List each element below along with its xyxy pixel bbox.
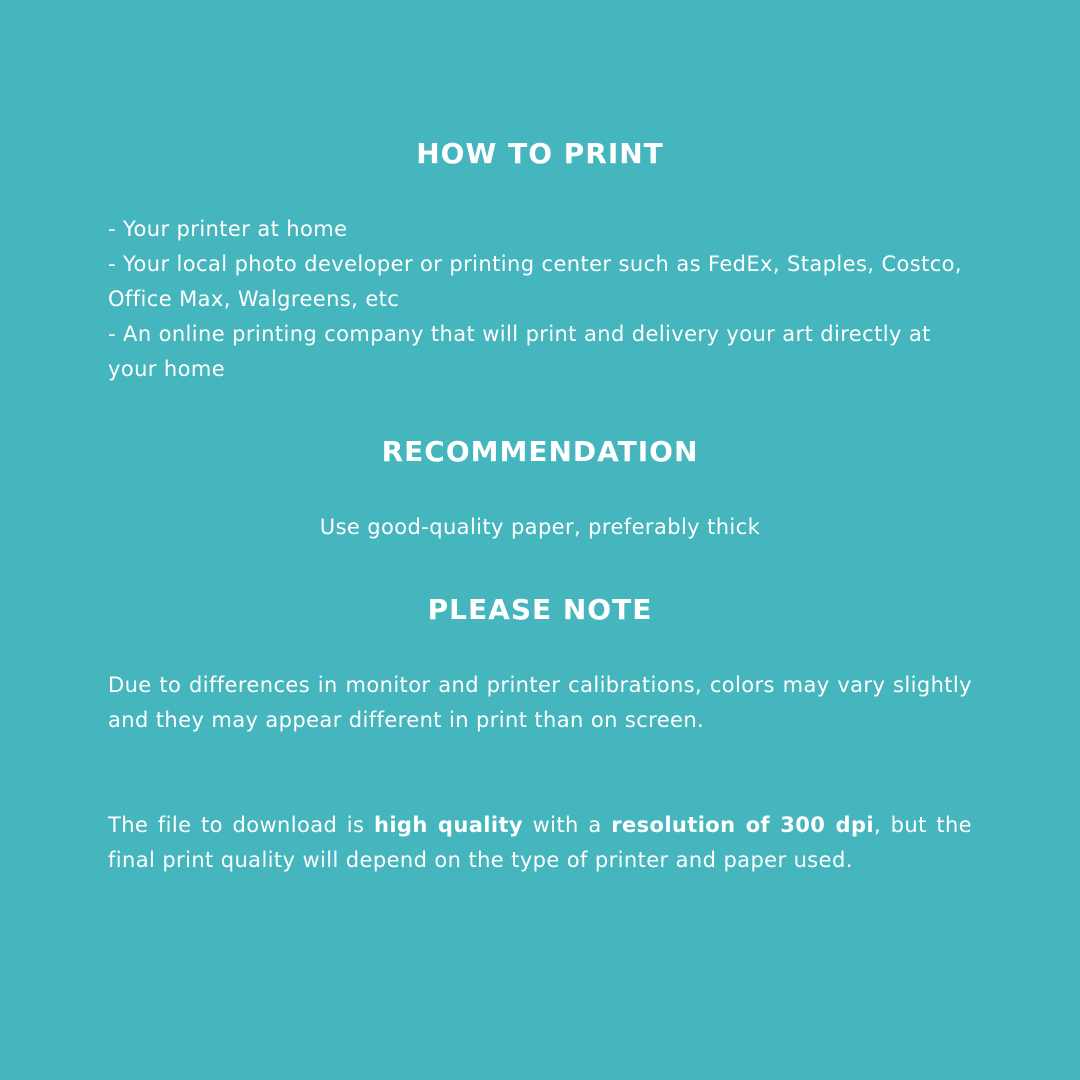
how-to-print-heading: HOW TO PRINT — [416, 137, 664, 170]
recommendation-text: Use good-quality paper, preferably thick — [319, 515, 761, 539]
print-info-card — [108, 0, 972, 1080]
high-quality-emphasis: high quality — [373, 813, 523, 837]
resolution-emphasis: resolution of 300 dpi — [611, 813, 874, 837]
list-item: - Your local photo developer or printing center such as FedEx, Staples, Costco, Office Max, Walgreens, etc — [108, 252, 962, 311]
file-quality-text: with a — [523, 813, 612, 837]
file-quality-text: The file to download is — [108, 813, 374, 837]
calibration-note: Due to differences in monitor and printer calibrations, colors may vary slightly and they may appear different in print than on screen. — [108, 673, 972, 732]
file-quality-text: , but the final print quality will depend on the type of printer and paper used. — [108, 813, 972, 872]
please-note-heading: PLEASE NOTE — [427, 593, 653, 626]
file-quality-note — [108, 808, 972, 878]
list-item: - Your printer at home — [108, 217, 348, 241]
recommendation-heading: RECOMMENDATION — [381, 435, 699, 468]
print-options-list — [108, 212, 972, 387]
list-item: - An online printing company that will print and delivery your art directly at your home — [108, 322, 931, 381]
